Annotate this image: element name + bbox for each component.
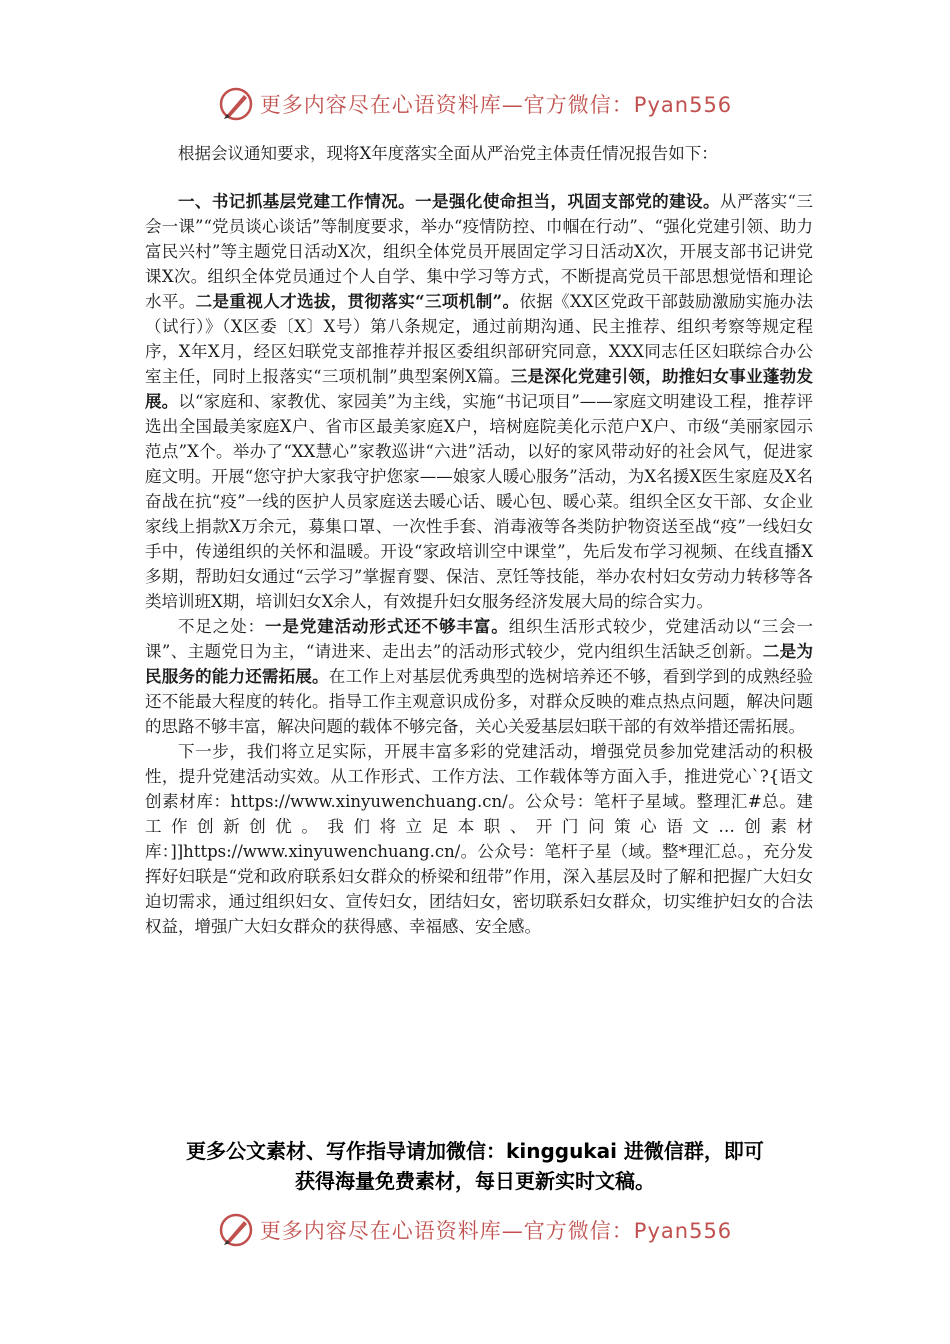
section1-point1-title: 一是强化使命担当，巩固支部党的建设。: [415, 192, 720, 211]
section1-point3-text: 以“家庭和、家教优、家园美”为主线，实施“书记项目”——家庭文明建设工程，推荐评选出全国最美家庭X户、省市区最美家庭X户，培树庭院美化示范户X户、市级“美丽家园示范点”X个。举办了“XX慧心”家教巡讲“六进”活动，以好的家风带动好的社会风气，促进家庭文明。开展“您守护大家我守护您家——娘家人暖心服务”活动，为X名援X医生家庭及X名奋战在抗“疫”一线的医护人员家庭送去暖心话、暖心包、暖心菜。组织全区女干部、女企业家线上捐款X万余元，募集口罩、一次性手套、消毒液等各类防护物资送至战“疫”一线妇女手中，传递组织的关怀和温暖。开设“家政培训空中课堂”，先后发布学习视频、在线直播X多期，帮助妇女通过“云学习”掌握育婴、保洁、烹饪等技能，举办农村妇女劳动力转移等各类培训班X期，培训妇女X余人，有效提升妇女服务经济发展大局的综合实力。: [145, 392, 813, 611]
shortcoming1-text: 组织生活形式较少，党建活动以“三会一课”、主题党日为主，“请进来、走出去”的活动形式较少，党内组织生活缺乏创新。: [145, 617, 814, 661]
shortcoming1-title: 一是党建活动形式还不够丰富。: [265, 617, 509, 636]
header-banner: [0, 84, 950, 124]
pen-logo-icon: [218, 1212, 254, 1248]
section1-heading: 一、书记抓基层党建工作情况。: [178, 192, 416, 211]
shortcomings-lead: 不足之处：: [178, 617, 266, 636]
footer-banner-text: 更多内容尽在心语资料库—官方微信：Pyan556: [259, 1219, 733, 1243]
section1-paragraph: [145, 189, 813, 614]
section1-point1-text: 从严落实“三会一课”“党员谈心谈话”等制度要求，举办“疫情防控、巾帼在行动”、“强化党建引领、助力富民兴村”等主题党日活动X次，组织全体党员开展固定学习日活动X次，开展支部书记讲党课X次。组织全体党员通过个人自学、集中学习等方式，不断提高党员干部思想觉悟和理论水平。: [145, 192, 814, 311]
intro-paragraph: 根据会议通知要求，现将X年度落实全面从严治党主体责任情况报告如下：: [178, 144, 718, 163]
report-body: [145, 141, 813, 939]
header-banner-text: 更多内容尽在心语资料库—官方微信：Pyan556: [259, 93, 733, 117]
footer-banner: [0, 1210, 950, 1250]
section1-point3-title: 三是深化党建引领，助推妇女事业蓬勃发展。: [145, 367, 813, 411]
section1-point2-title: 二是重视人才选拔，贯彻落实“三项机制”。: [195, 292, 520, 311]
promo-notice: [0, 1136, 950, 1196]
promo-line-1: 更多公文素材、写作指导请加微信：kinggukai 进微信群，即可: [186, 1139, 764, 1163]
next-step-paragraph: 下一步，我们将立足实际，开展丰富多彩的党建活动，增强党员参加党建活动的积极性，提升党建活动实效。从工作形式、工作方法、工作载体等方面入手，推进党心`?{语文创素材库：https://www.xinyuwenchuang.cn/。公众号：笔杆子星域。整理汇#总。建工作创新创优。我们将立足本职、开门问策心语文…创素材库：]]https://www.xinyuwenchuang.cn/。公众号：笔杆子星（域。整*理汇总。，充分发挥好妇联是“党和政府联系妇女群众的桥梁和纽带”作用，深入基层及时了解和把握广大妇女迫切需求，通过组织妇女、宣传妇女，团结妇女，密切联系妇女群众，切实维护妇女的合法权益，增强广大妇女群众的获得感、幸福感、安全感。: [145, 742, 813, 936]
shortcoming2-text: 在工作上对基层优秀典型的选树培养还不够，看到学到的成熟经验还不能最大程度的转化。指导工作主观意识成份多，对群众反映的难点热点问题，解决问题的思路不够丰富，解决问题的载体不够完备，关心关爱基层妇联干部的有效举措还需拓展。: [145, 667, 814, 736]
section1-point2-text: 依据《XX区党政干部鼓励激励实施办法（试行）》（X区委〔X〕X号）第八条规定，通过前期沟通、民主推荐、组织考察等规定程序，X年X月，经区妇联党支部推荐并报区委组织部研究同意，XXX同志任区妇联综合办公室主任，同时上报落实“三项机制”典型案例X篇。: [145, 292, 813, 386]
shortcoming2-title: 二是为民服务的能力还需拓展。: [145, 642, 814, 686]
promo-line-2: 获得海量免费素材，每日更新实时文稿。: [295, 1169, 655, 1193]
shortcomings-paragraph: [145, 614, 813, 739]
pen-logo-icon: [218, 86, 254, 122]
